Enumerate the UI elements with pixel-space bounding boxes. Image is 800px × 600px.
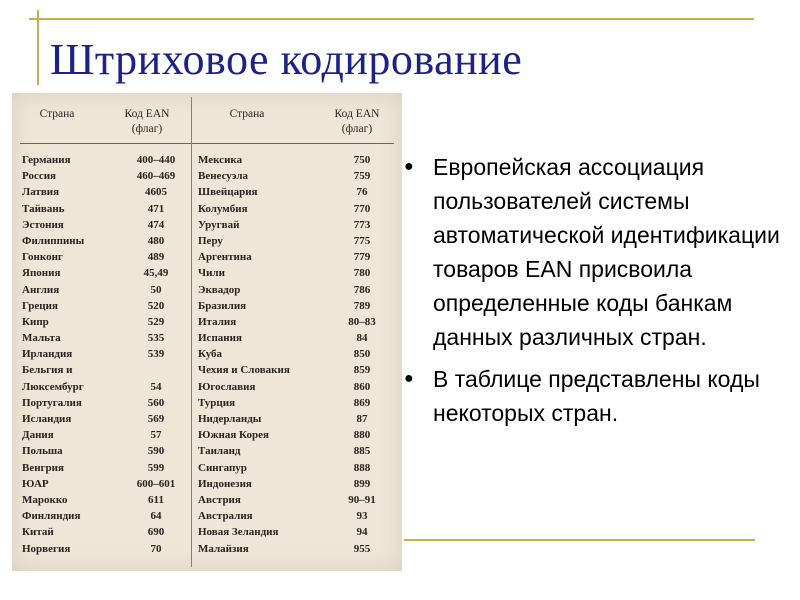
ean-code: 955 bbox=[353, 542, 371, 555]
table-row bbox=[198, 510, 398, 526]
ean-code: 50 bbox=[150, 283, 162, 296]
ean-code: 773 bbox=[353, 218, 371, 231]
ean-code: 57 bbox=[150, 429, 162, 442]
ean-code: 569 bbox=[147, 413, 165, 425]
table-row bbox=[22, 235, 192, 251]
country-name: Япония bbox=[22, 267, 61, 280]
country-name: Австралия bbox=[198, 510, 253, 523]
table-row bbox=[22, 526, 192, 542]
ean-code: 600–601 bbox=[136, 477, 176, 490]
ean-code: 400–440 bbox=[136, 154, 176, 166]
ean-code: 775 bbox=[353, 234, 371, 247]
country-name: Исландия bbox=[22, 413, 72, 425]
table-row bbox=[198, 235, 398, 251]
country-name: Греция bbox=[22, 299, 58, 312]
right-column bbox=[198, 154, 398, 559]
country-name: Индонезия bbox=[198, 477, 252, 490]
ean-code: 80–83 bbox=[348, 315, 376, 328]
country-name: Норвегия bbox=[22, 542, 71, 555]
country-name: Тайвань bbox=[22, 202, 65, 215]
ean-code: 54 bbox=[150, 380, 162, 393]
table-row bbox=[22, 348, 192, 364]
country-name: Мексика bbox=[198, 154, 243, 166]
ean-code: 599 bbox=[147, 461, 165, 474]
bullet-item bbox=[404, 150, 796, 354]
table-row bbox=[22, 429, 192, 445]
ean-code: 899 bbox=[353, 477, 371, 490]
ean-code: 860 bbox=[353, 380, 371, 393]
ean-code: 480 bbox=[147, 234, 165, 247]
ean-code: 786 bbox=[353, 283, 371, 296]
table-row bbox=[198, 332, 398, 348]
country-name: Бразилия bbox=[198, 299, 247, 312]
bullet-dot-icon: ● bbox=[404, 370, 414, 387]
country-name: Италия bbox=[198, 315, 237, 328]
country-name: Перу bbox=[198, 234, 223, 247]
table-row bbox=[198, 170, 398, 186]
ean-code: 560 bbox=[147, 396, 165, 409]
table-row bbox=[22, 300, 192, 316]
country-name: Мальта bbox=[22, 332, 61, 345]
ean-code: 590 bbox=[147, 445, 165, 458]
country-name: Испания bbox=[198, 332, 242, 345]
country-name: Венгрия bbox=[22, 461, 64, 474]
right-code-header bbox=[322, 107, 392, 137]
ean-code: 535 bbox=[147, 332, 165, 345]
top-accent-line bbox=[29, 18, 754, 20]
left-country-header: Страна bbox=[39, 108, 75, 120]
table-row bbox=[22, 413, 192, 429]
table-row bbox=[198, 186, 398, 202]
table-row bbox=[22, 219, 192, 235]
table-row bbox=[22, 316, 192, 332]
ean-code: 869 bbox=[353, 396, 371, 409]
country-name: Швейцария bbox=[198, 186, 258, 199]
table-row bbox=[22, 381, 192, 397]
country-name: Аргентина bbox=[198, 251, 252, 264]
country-name: Марокко bbox=[22, 493, 68, 506]
country-name: Турция bbox=[198, 396, 236, 409]
country-name: Китай bbox=[22, 526, 54, 539]
ean-code: 690 bbox=[147, 526, 165, 539]
ean-code: 529 bbox=[147, 315, 165, 328]
ean-code: 93 bbox=[356, 510, 368, 523]
country-name: Эквадор bbox=[198, 283, 241, 296]
table-row bbox=[198, 267, 398, 283]
country-name: Австрия bbox=[198, 493, 241, 506]
country-name: Югославия bbox=[198, 380, 256, 393]
table-row bbox=[22, 543, 192, 559]
left-code-header-line2: (флаг) bbox=[131, 123, 163, 135]
table-row bbox=[198, 284, 398, 300]
table-row bbox=[198, 316, 398, 332]
ean-code: 770 bbox=[353, 202, 371, 215]
country-name: Куба bbox=[198, 348, 223, 361]
country-name: Южная Корея bbox=[198, 429, 269, 442]
country-name: Колумбия bbox=[198, 202, 248, 215]
country-name: Люксембург bbox=[22, 380, 84, 393]
ean-code: 489 bbox=[147, 251, 165, 264]
table-row bbox=[198, 364, 398, 380]
left-code-header-line1: Код EAN bbox=[124, 108, 170, 120]
table-row bbox=[198, 154, 398, 170]
table-row bbox=[22, 397, 192, 413]
right-code-header-line1: Код EAN bbox=[334, 108, 380, 120]
left-column bbox=[22, 154, 192, 559]
ean-code: 520 bbox=[147, 299, 165, 312]
table-row bbox=[22, 462, 192, 478]
country-name: ЮАР bbox=[22, 477, 49, 490]
ean-code: 70 bbox=[150, 542, 162, 555]
table-row bbox=[198, 478, 398, 494]
country-name: Филиппины bbox=[22, 234, 85, 247]
country-name: Латвия bbox=[22, 186, 60, 199]
ean-code: 888 bbox=[353, 461, 371, 474]
table-row bbox=[198, 413, 398, 429]
country-name: Новая Зеландия bbox=[198, 526, 279, 539]
table-row bbox=[22, 445, 192, 461]
ean-code: 474 bbox=[147, 218, 165, 231]
ean-code: 539 bbox=[147, 348, 165, 361]
country-name: Гонконг bbox=[22, 251, 63, 264]
ean-code: 471 bbox=[147, 202, 165, 215]
bottom-accent-line bbox=[404, 539, 755, 541]
table-row bbox=[198, 494, 398, 510]
table-row bbox=[198, 429, 398, 445]
right-country-header: Страна bbox=[229, 108, 265, 120]
ean-code: 87 bbox=[356, 413, 368, 425]
ean-code: 885 bbox=[353, 445, 371, 458]
country-name: Бельгия и bbox=[22, 364, 73, 377]
table-row bbox=[22, 251, 192, 267]
bullet-list bbox=[404, 150, 796, 438]
ean-code: 850 bbox=[353, 348, 371, 361]
country-name: Англия bbox=[22, 283, 60, 296]
table-row bbox=[198, 381, 398, 397]
country-name: Чехия и Словакия bbox=[198, 364, 290, 377]
table-row bbox=[22, 186, 192, 202]
ean-code: 76 bbox=[356, 186, 368, 199]
header-divider bbox=[20, 143, 394, 144]
country-name: Россия bbox=[22, 170, 56, 183]
bullet-text: В таблице представлены коды некоторых стран. bbox=[433, 366, 760, 426]
table-row bbox=[22, 203, 192, 219]
ean-country-code-table bbox=[12, 93, 402, 571]
table-row bbox=[198, 445, 398, 461]
left-accent-line bbox=[37, 10, 39, 85]
country-name: Эстония bbox=[22, 218, 64, 231]
slide-title: Штриховое кодирование bbox=[50, 35, 523, 84]
table-row bbox=[198, 219, 398, 235]
country-name: Португалия bbox=[22, 396, 82, 409]
country-name: Кипр bbox=[22, 315, 49, 328]
ean-code: 4605 bbox=[145, 186, 167, 199]
bullet-text: Европейская ассоциация пользователей системы автоматической идентификации товаров EAN присвоила определенные коды банкам данных различных стран. bbox=[433, 154, 780, 350]
ean-code: 84 bbox=[356, 332, 368, 345]
ean-code: 759 bbox=[353, 170, 371, 183]
ean-code: 780 bbox=[353, 267, 371, 280]
ean-code: 611 bbox=[148, 493, 164, 506]
table-row bbox=[198, 300, 398, 316]
ean-code: 789 bbox=[353, 299, 371, 312]
table-row bbox=[198, 462, 398, 478]
right-code-header-line2: (флаг) bbox=[341, 123, 373, 135]
ean-code: 779 bbox=[353, 251, 371, 264]
ean-code: 45,49 bbox=[143, 267, 169, 280]
table-row bbox=[198, 251, 398, 267]
country-name: Ирландия bbox=[22, 348, 73, 361]
table-row bbox=[22, 170, 192, 186]
left-code-header bbox=[112, 107, 182, 137]
ean-code: 750 bbox=[353, 154, 371, 166]
country-name: Уругвай bbox=[198, 218, 240, 231]
country-name: Чили bbox=[198, 267, 225, 280]
table-row bbox=[198, 348, 398, 364]
country-name: Таиланд bbox=[198, 445, 241, 458]
bullet-item bbox=[404, 362, 796, 430]
country-name: Нидерланды bbox=[198, 413, 262, 425]
country-name: Германия bbox=[22, 154, 71, 166]
table-row bbox=[22, 364, 192, 380]
ean-code: 880 bbox=[353, 429, 371, 442]
country-name: Венесуэла bbox=[198, 170, 249, 183]
country-name: Малайзия bbox=[198, 542, 249, 555]
ean-code: 90–91 bbox=[348, 493, 376, 506]
table-row bbox=[22, 267, 192, 283]
country-name: Польша bbox=[22, 445, 63, 458]
table-row bbox=[22, 154, 192, 170]
table-row bbox=[198, 203, 398, 219]
table-row bbox=[198, 526, 398, 542]
country-name: Дания bbox=[22, 429, 54, 442]
table-row bbox=[22, 494, 192, 510]
ean-code: 64 bbox=[150, 510, 162, 523]
table-row bbox=[22, 478, 192, 494]
bullet-dot-icon: ● bbox=[404, 158, 414, 175]
country-name: Финляндия bbox=[22, 510, 81, 523]
ean-code: 460–469 bbox=[136, 170, 176, 183]
country-name: Сингапур bbox=[198, 461, 247, 474]
table-row bbox=[198, 543, 398, 559]
ean-code: 859 bbox=[353, 364, 371, 377]
ean-code: 94 bbox=[356, 526, 368, 539]
table-row bbox=[22, 284, 192, 300]
table-row bbox=[22, 332, 192, 348]
table-row bbox=[198, 397, 398, 413]
table-row bbox=[22, 510, 192, 526]
